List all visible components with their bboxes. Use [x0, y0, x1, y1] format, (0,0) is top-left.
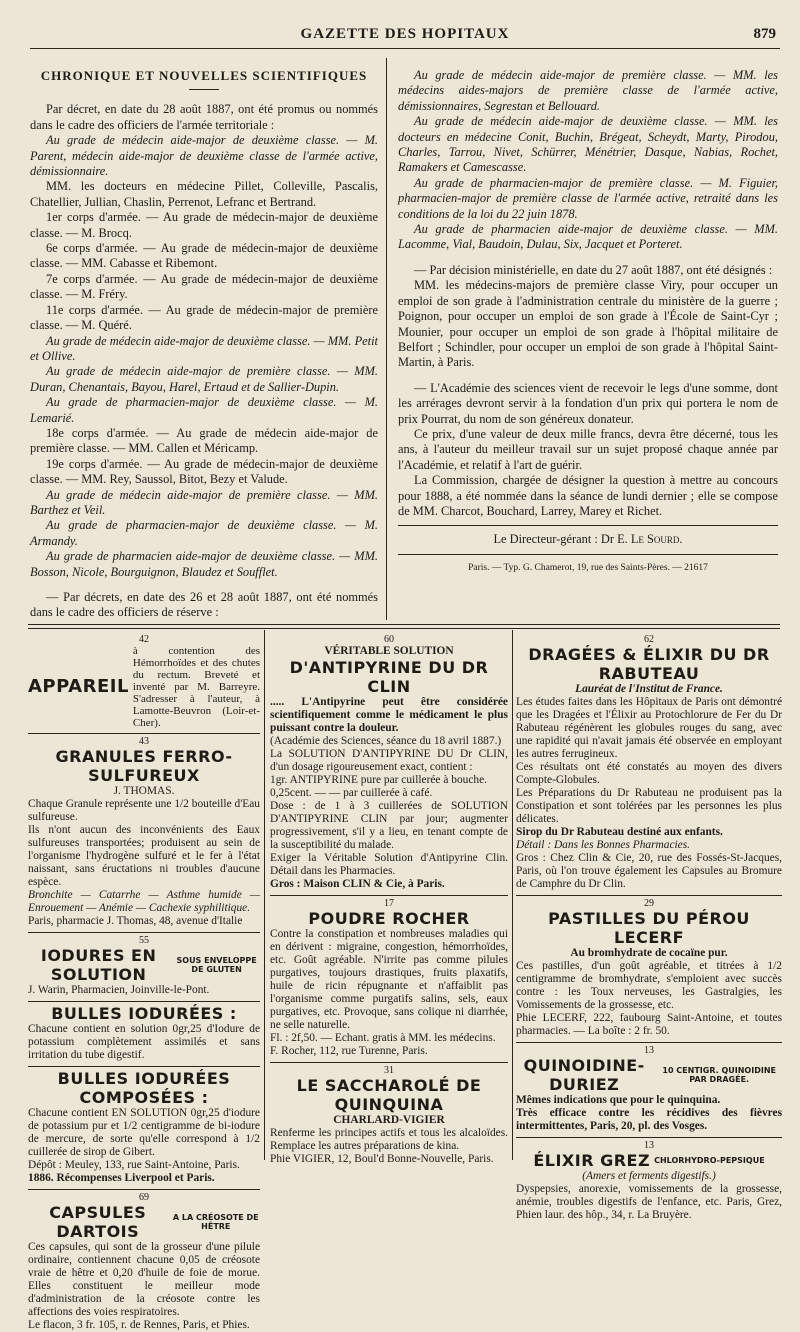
ad-side-label: 10 CENTIGR. QUINOIDINE PAR DRAGÉE.	[662, 1066, 776, 1084]
ad-number: 42	[139, 634, 149, 645]
ad-text: Ils n'ont aucun des inconvénients des Eaux sulfureuses transportées; produisent au sein de l'organisme l'hydrogène sulfuré et le fer à l'état naissant, sans éructations ni troubles d'aucune espèce.	[28, 824, 260, 888]
paragraph: Au grade de pharmacien aide-major de deuxième classe. — MM. Lacomme, Vial, Baudoin, Dulau, Six, Jacquet et Porteret.	[398, 222, 778, 252]
paragraph: Au grade de médecin aide-major de première classe. — MM. Duran, Chenantais, Bayou, Harel, Ertaud et de Sallier-Dupin.	[30, 364, 378, 394]
ad-text: Dyspepsies, anorexie, vomissements de la grossesse, anémie, troubles digestifs de l'enfance, etc. Paris, Grez, Phien laur. des hôp., 34, r. La Bruyère.	[516, 1183, 782, 1221]
ad-text: Chaque Granule représente une 1/2 bouteille d'Eau sulfureuse.	[28, 798, 260, 823]
ad-text: Dose : de 1 à 3 cuillerées de SOLUTION D'ANTIPYRINE CLIN par jour; augmenter progressivement, s'il y a lieu, en tenant compte de la susceptibilité du malade.	[270, 800, 508, 851]
signature-rule	[398, 525, 778, 526]
ad-text: Sirop du Dr Rabuteau destiné aux enfants.	[516, 826, 723, 838]
signature-line	[398, 532, 778, 547]
ad-text: J. Warin, Pharmacien, Joinville-le-Pont.	[28, 984, 210, 996]
paragraph: 1er corps d'armée. — Au grade de médecin-major de deuxième classe. — M. Brocq.	[30, 210, 378, 240]
ad-text: Les études faites dans les Hôpitaux de Paris ont démontré que les Dragées et l'Élixir au Protochlorure de Fer du Dr Rabuteau régénèrent les globules rouges du sang, avec une rapidité qui n'avait jamais été observée en employant les autres ferrugineux.	[516, 696, 782, 760]
ad-text: à contention des Hémorrhoïdes et des chutes du rectum. Breveté et inventé par M. Barreyre. S'adresser à l'auteur, à Lamotte-Beuvron (Loir-et-Cher).	[132, 645, 260, 729]
ad-text: Gros : Chez Clin & Cie, 20, rue des Fossés-St-Jacques, Paris, où l'on trouve également les Capsules au Bromure de Camphre du Dr Clin.	[516, 852, 782, 890]
ad-text: Phie VIGIER, 12, Boul'd Bonne-Nouvelle, Paris.	[270, 1153, 494, 1165]
ad-column-divider	[512, 630, 513, 1160]
ad-side-label: SOUS ENVELOPPE DE GLUTEN	[176, 956, 257, 974]
ad-granules	[28, 736, 260, 928]
ad-heading: QUINOIDINE-DURIEZ	[523, 1056, 645, 1094]
ad-heading: BULLES IODURÉES COMPOSÉES :	[57, 1069, 231, 1107]
ad-number: 13	[644, 1045, 654, 1056]
paragraph: 7e corps d'armée. — Au grade de médecin-major de deuxième classe. — M. Fréry.	[30, 271, 378, 302]
ad-subheading: (Amers et ferments digestifs.)	[582, 1170, 716, 1182]
paragraph: — L'Académie des sciences vient de recevoir le legs d'une somme, dont les arrérages devront servir à la fondation d'un prix qui portera le nom de prix Pourrat, du nom de son généreux donateur.	[398, 380, 778, 426]
ad-text: Ces capsules, qui sont de la grosseur d'une pilule ordinaire, contiennent chacune 0,05 de créosote vraie de hêtre et 0,20 d'huile de foie de morue. Elles constituent le meilleur mode d'administration de la créosote contre les affections des voies respiratoires.	[28, 1241, 260, 1318]
ad-text: Paris, pharmacie J. Thomas, 48, avenue d'Italie	[28, 915, 243, 927]
page-header	[30, 22, 780, 49]
ad-column-b	[270, 634, 508, 1166]
ad-number: 31	[384, 1065, 394, 1076]
ad-text: Le flacon, 3 fr. 105, r. de Rennes, Paris, et Phies.	[28, 1319, 250, 1331]
ad-text: Ces pastilles, d'un goût agréable, et titrées à 1/2 centigramme de bromhydrate, s'emploient avec succès contre : les Toux nerveuses, les Gastralgies, les Vomissements de la grossesse, etc.	[516, 960, 782, 1011]
ad-text: Contre la constipation et nombreuses maladies qui en dérivent : migraine, congestion, hémorrhoïdes, etc. Goût agréable. N'irrite pas comme pilules purgatives, toujours drastiques, fruits plaxatifs, huile de ricin répugnante et n'affaiblit pas l'organisme comme purgatifs salins, sels, eaux purgatives, etc. Provoque, sans colique ni diarrhée, ne selle naturelle.	[270, 928, 508, 1031]
journal-title: GAZETTE DES HOPITAUX	[300, 26, 510, 42]
paragraph: Au grade de médecin aide-major de deuxième classe. — M. Parent, médecin aide-major de deuxième classe de l'armée active, démissionnaire.	[30, 133, 378, 179]
paragraph: Au grade de pharmacien aide-major de deuxième classe. — MM. Bosson, Nicole, Bourguignon, Blaudez et Soufflet.	[30, 549, 378, 579]
ad-text: Ces résultats ont été constatés au moyen des divers Compte-Globules.	[516, 761, 782, 786]
ad-saccharole	[270, 1065, 508, 1166]
paragraph: 18e corps d'armée. — Au grade de médecin aide-major de première classe. — MM. Callen et Méricamp.	[30, 425, 378, 456]
ad-number: 13	[644, 1140, 654, 1151]
ad-column-divider	[264, 630, 265, 1160]
ad-number: 43	[139, 736, 149, 747]
signature-name: Le Sourd.	[630, 532, 683, 547]
ad-heading: IODURES EN SOLUTION	[40, 946, 157, 984]
paragraph: Au grade de médecin aide-major de deuxième classe. — MM. les docteurs en médecine Conit, Buchin, Brégeat, Scheydt, Marty, Pirodou, Charles, Tarrou, Nivet, Schürrer, Ménétrier, Dasque, Nabias, Rochet, Ramakers et Camescasse.	[398, 114, 778, 175]
advertisement-divider	[28, 624, 780, 629]
ad-text: (Académie des Sciences, séance du 18 avril 1887.)	[270, 735, 502, 747]
ad-text: 0,25cent. — — par cuillerée à café.	[270, 787, 433, 799]
right-column	[398, 68, 778, 576]
ad-subheading: VÉRITABLE SOLUTION	[324, 645, 454, 657]
ad-heading: POUDRE ROCHER	[308, 909, 470, 928]
ad-text: Gros : Maison CLIN & Cie, à Paris.	[270, 878, 445, 890]
signature-prefix: Le Directeur-gérant : Dr E.	[493, 532, 631, 547]
ad-rabuteau	[516, 634, 782, 891]
ad-heading: D'ANTIPYRINE DU DR CLIN	[289, 658, 489, 696]
ad-heading: CAPSULES DARTOIS	[49, 1203, 147, 1241]
paragraph: Au grade de pharmacien-major de deuxième classe. — M. Lemarié.	[30, 395, 378, 425]
ad-text: 1886. Récompenses Liverpool et Paris.	[28, 1172, 215, 1184]
ad-text: Chacune contient EN SOLUTION 0gr,25 d'iodure de potassium pur et 1/2 centigramme de bi-iodure de mercure, de sorte qu'elle correspond à 1/2 cuillerée de sirop de Gibert.	[28, 1107, 260, 1158]
paragraph: 19e corps d'armée. — Au grade de médecin-major de deuxième classe. — MM. Rey, Saussol, Bitot, Bezy et Valude.	[30, 456, 378, 487]
paragraph: Au grade de pharmacien-major de deuxième classe. — M. Armandy.	[30, 518, 378, 548]
ad-heading: PASTILLES DU PÉROU LECERF	[548, 909, 750, 947]
column-divider	[386, 58, 387, 620]
ad-number: 17	[384, 898, 394, 909]
ad-heading: BULLES IODURÉES :	[51, 1004, 237, 1023]
ad-heading: LE SACCHAROLÉ DE QUINQUINA	[296, 1076, 482, 1114]
ad-iodures	[28, 935, 260, 997]
ad-poudre-rocher	[270, 898, 508, 1058]
ad-column-c	[516, 634, 782, 1222]
ad-heading: GRANULES FERRO-SULFUREUX	[55, 747, 233, 785]
paragraph: MM. les médecins-majors de première classe Viry, pour occuper un emploi de son grade à l'administration centrale du ministère de la guerre ; Poignon, pour occuper un emploi de son grade à l'École de Saint-Cyr ; Mounier, pour occuper un emploi de son grade à l'hôpital militaire de Belfort ; Schindler, pour occuper un emploi de son grade à l'hôpital Saint-Martin, à Paris.	[398, 278, 778, 370]
ad-antipyrine	[270, 634, 508, 891]
paragraph: Ce prix, d'une valeur de deux mille francs, devra être décerné, tous les ans, à l'auteur du meilleur travail sur un sujet proposé chaque année par l'Académie, et relatif à l'art de guérir.	[398, 426, 778, 472]
ad-text: Mêmes indications que pour le quinquina.	[516, 1094, 721, 1106]
ad-text: Renferme les principes actifs et tous les alcaloïdes. Remplace les autres préparations de kina.	[270, 1127, 508, 1152]
page-number: 879	[753, 26, 776, 42]
paragraph: Au grade de médecin aide-major de première classe. — MM. les médecins aides-majors de première classe de l'armée active, démissionnaires, Segrestan et Bellouard.	[398, 68, 778, 113]
ad-quinoidine	[516, 1045, 782, 1133]
ad-subheading: J. THOMAS.	[113, 785, 175, 797]
ad-text: Chacune contient en solution 0gr,25 d'Iodure de potassium complètement assimilés et sans irritation du tube digestif.	[28, 1023, 260, 1061]
paragraph: Au grade de médecin aide-major de première classe. — MM. Barthez et Veil.	[30, 487, 378, 517]
ad-side-label: CHLORHYDRO-PEPSIQUE	[654, 1156, 765, 1165]
ad-heading: DRAGÉES & ÉLIXIR DU DR RABUTEAU	[528, 645, 770, 683]
ad-appareil	[28, 634, 260, 729]
ad-number: 60	[384, 634, 394, 645]
paragraph: — Par décision ministérielle, en date du 27 août 1887, ont été désignés :	[414, 262, 773, 277]
ad-heading: ÉLIXIR GREZ	[533, 1151, 651, 1170]
paragraph: 6e corps d'armée. — Au grade de médecin-major de deuxième classe. — MM. Cabasse et Ribemont.	[30, 241, 378, 271]
ad-text: ..... L'Antipyrine peut être considérée scientifiquement comme le médicament le plus puissant contre la douleur.	[270, 696, 508, 734]
ad-column-a	[28, 634, 260, 1332]
imprint-rule	[398, 554, 778, 555]
section-title: CHRONIQUE ET NOUVELLES SCIENTIFIQUES	[40, 68, 368, 83]
ad-subheading: Lauréat de l'Institut de France.	[575, 683, 723, 695]
ad-text: F. Rocher, 112, rue Turenne, Paris.	[270, 1045, 428, 1057]
paragraph: Au grade de pharmacien-major de première classe. — M. Figuier, pharmacien-major de première classe de l'armée active, retraité dans les conditions de la loi du 22 juin 1878.	[398, 175, 778, 221]
ad-text: Exiger la Véritable Solution d'Antipyrine Clin. Détail dans les Pharmacies.	[270, 852, 508, 877]
ad-text: Phie LECERF, 222, faubourg Saint-Antoine, et toutes pharmacies. — La boîte : 2 fr. 50.	[516, 1012, 782, 1037]
paragraph: La Commission, chargée de désigner la question à mettre au concours pour 1888, a été nommée dans la séance de lundi dernier ; elle se compose de MM. Charcot, Bouchard, Larrey, Marey et Richet.	[398, 473, 778, 518]
ad-heading: APPAREIL	[28, 676, 129, 697]
ad-text: Les Préparations du Dr Rabuteau ne produisent pas la Constipation et sont tolérées par les personnes les plus délicates.	[516, 787, 782, 825]
ad-capsules-dartois	[28, 1192, 260, 1332]
ad-text: Fl. : 2f,50. — Echant. gratis à MM. les médecins.	[270, 1032, 496, 1044]
ad-side-label: A LA CRÉOSOTE DE HÊTRE	[172, 1213, 259, 1231]
ad-number: 69	[139, 1192, 149, 1203]
ad-text: Détail : Dans les Bonnes Pharmacies.	[516, 839, 690, 851]
paragraph: 11e corps d'armée. — Au grade de médecin-major de première classe. — M. Quéré.	[30, 302, 378, 333]
ad-text: Très efficace contre les récidives des fièvres intermittentes, Paris, 20, pl. des Vosges.	[516, 1107, 782, 1132]
ad-pastilles	[516, 898, 782, 1038]
ad-subheading: CHARLARD-VIGIER	[333, 1114, 445, 1126]
paragraph: — Par décrets, en date des 26 et 28 août 1887, ont été nommés dans le cadre des officiers de réserve :	[30, 590, 378, 620]
ad-text: Bronchite — Catarrhe — Asthme humide — Enrouement — Anémie — Cachexie syphilitique.	[28, 889, 260, 914]
paragraph: Au grade de médecin aide-major de deuxième classe. — MM. Petit et Ollive.	[30, 333, 378, 363]
left-column	[30, 68, 378, 621]
ad-text: La SOLUTION D'ANTIPYRINE DU Dr CLIN, d'un dosage rigoureusement exact, contient :	[270, 748, 508, 773]
ad-text: Dépôt : Meuley, 133, rue Saint-Antoine, Paris.	[28, 1159, 240, 1171]
paragraph: MM. les docteurs en médecine Pillet, Colleville, Pascalis, Chatellier, Jullian, Chaslin, Perrenot, Lefranc et Bertrand.	[30, 179, 378, 209]
imprint: Paris. — Typ. G. Chamerot, 19, rue des Saints-Pères. — 21617	[468, 562, 708, 573]
ad-elixir-grez	[516, 1140, 782, 1222]
ad-number: 55	[139, 935, 149, 946]
title-rule	[189, 89, 219, 90]
ad-subheading: Au bromhydrate de cocaïne pur.	[570, 947, 728, 959]
ad-number: 62	[644, 634, 654, 645]
ad-bulles-iodurees	[28, 1004, 260, 1062]
paragraph: Par décret, en date du 28 août 1887, ont été promus ou nommés dans le cadre des officiers de l'armée territoriale :	[30, 102, 378, 132]
ad-text: 1gr. ANTIPYRINE pure par cuillerée à bouche.	[270, 774, 487, 786]
ad-number: 29	[644, 898, 654, 909]
